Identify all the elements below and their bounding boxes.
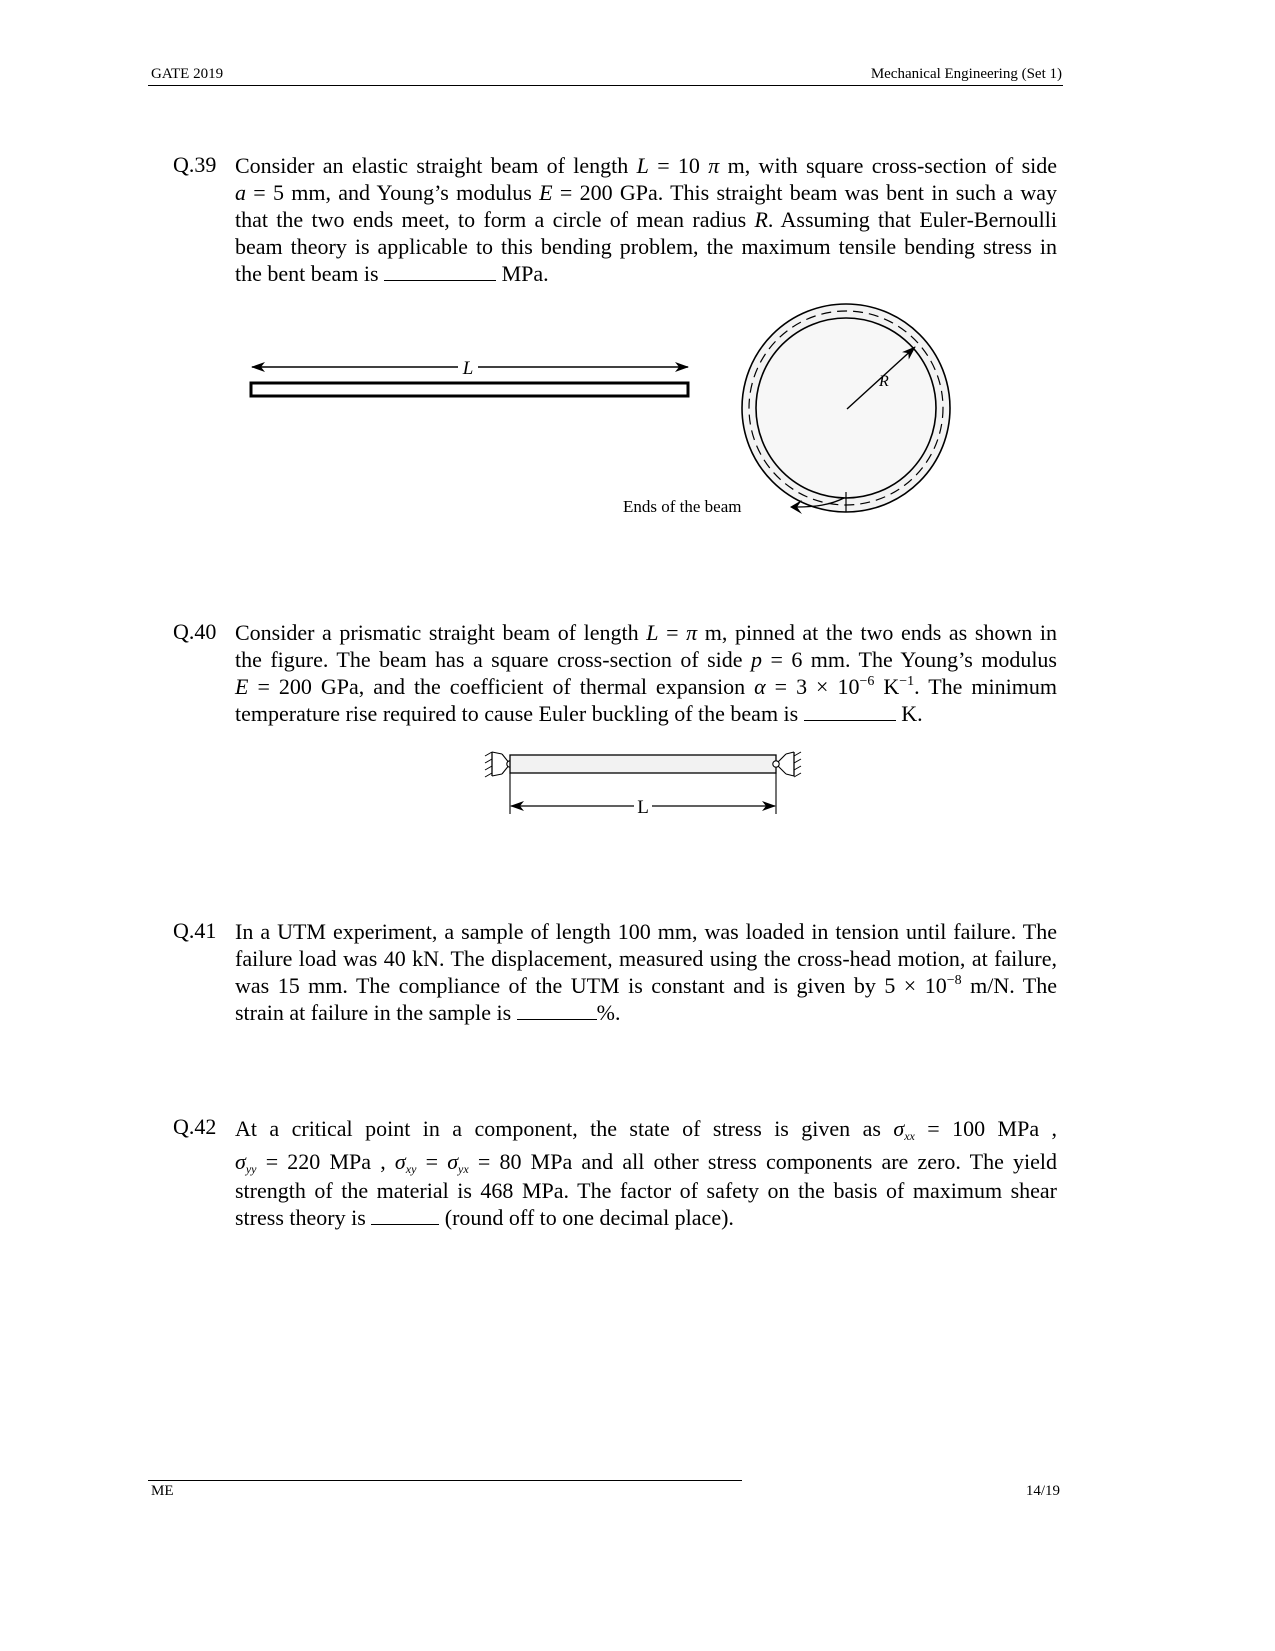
q40-line-1: Consider a prismatic straight beam of length L = π m, pinned at the two ends as shown in xyxy=(235,620,1057,645)
q39-straight-beam xyxy=(251,383,688,396)
question-text-40 xyxy=(235,619,1057,727)
header-left: GATE 2019 xyxy=(151,66,224,82)
q40-length-label: L xyxy=(637,797,649,818)
answer-blank-42 xyxy=(371,1206,439,1225)
header-right: Mechanical Engineering (Set 1) xyxy=(870,66,1062,82)
q41-line-3: was 15 mm. The compliance of the UTM is constant and is given by $5 \times 10^{-8}$ m/N. The xyxy=(235,973,1057,998)
question-text-39 xyxy=(235,152,1057,287)
question-text-42 xyxy=(235,1114,1057,1230)
q39-radius-label: R xyxy=(879,373,889,390)
q41-line-4: strain at failure in the sample is %. xyxy=(235,1000,621,1025)
q39-figure xyxy=(240,300,970,525)
q39-ends-label: Ends of the beam xyxy=(623,497,742,516)
q39-length-label: L xyxy=(462,358,474,379)
q40-line-3: E = 200 GPa, and the coefficient of thermal expansion $\alpha = 3 \times 10^{-6}$ $K^{-1}$. The minimum xyxy=(235,674,1057,699)
q40-line-2: the figure. The beam has a square cross-section of side p = 6 mm. The Young’s modulus xyxy=(235,647,1057,672)
q42-line-2: $\sigma_{yy} = 220$ MPa , $\sigma_{xy} = \sigma_{yx} = 80$ MPa and all other stress components are zero. The yield xyxy=(235,1149,1057,1176)
header-rule xyxy=(148,85,1063,86)
q40-figure xyxy=(480,740,810,825)
answer-blank-41 xyxy=(517,1001,597,1020)
page-number: 14/19 xyxy=(1025,1483,1060,1499)
q42-line-1: At a critical point in a component, the state of stress is given as $\sigma_{xx} = 100$ MPa , xyxy=(235,1116,1058,1143)
question-number-39: Q.39 xyxy=(173,152,217,177)
footer-rule xyxy=(148,1480,742,1481)
question-number-40: Q.40 xyxy=(173,619,217,644)
q40-left-pin-support xyxy=(485,752,513,777)
q39-line-1: Consider an elastic straight beam of length L = 10 π m, with square cross-section of side xyxy=(235,153,1058,178)
question-number-42: Q.42 xyxy=(173,1114,217,1139)
answer-blank-40 xyxy=(804,702,896,721)
q39-line-5: the bent beam is MPa. xyxy=(235,261,549,286)
answer-blank-39 xyxy=(384,262,496,281)
q39-line-4: beam theory is applicable to this bending problem, the maximum tensile bending stress in xyxy=(235,234,1057,259)
q42-line-4: stress theory is (round off to one decimal place). xyxy=(235,1205,734,1230)
q42-line-3: strength of the material is 468 MPa. The factor of safety on the basis of maximum shear xyxy=(235,1178,1057,1203)
q41-line-2: failure load was 40 kN. The displacement, measured using the cross-head motion, at failure, xyxy=(235,946,1057,971)
q39-line-2: a = 5 mm, and Young’s modulus E = 200 GPa. This straight beam was bent in such a way xyxy=(235,180,1057,205)
question-number-41: Q.41 xyxy=(173,918,217,943)
q41-line-1: In a UTM experiment, a sample of length 100 mm, was loaded in tension until failure. The xyxy=(235,919,1057,944)
footer-left: ME xyxy=(151,1483,174,1499)
question-text-41 xyxy=(235,918,1057,1026)
q40-line-4: temperature rise required to cause Euler buckling of the beam is K. xyxy=(235,701,923,726)
q39-line-3: that the two ends meet, to form a circle of mean radius R. Assuming that Euler-Bernoulli xyxy=(235,207,1057,232)
q39-bent-beam-inner xyxy=(756,318,936,498)
q40-right-pin-support xyxy=(773,752,801,777)
q40-beam xyxy=(510,755,776,773)
